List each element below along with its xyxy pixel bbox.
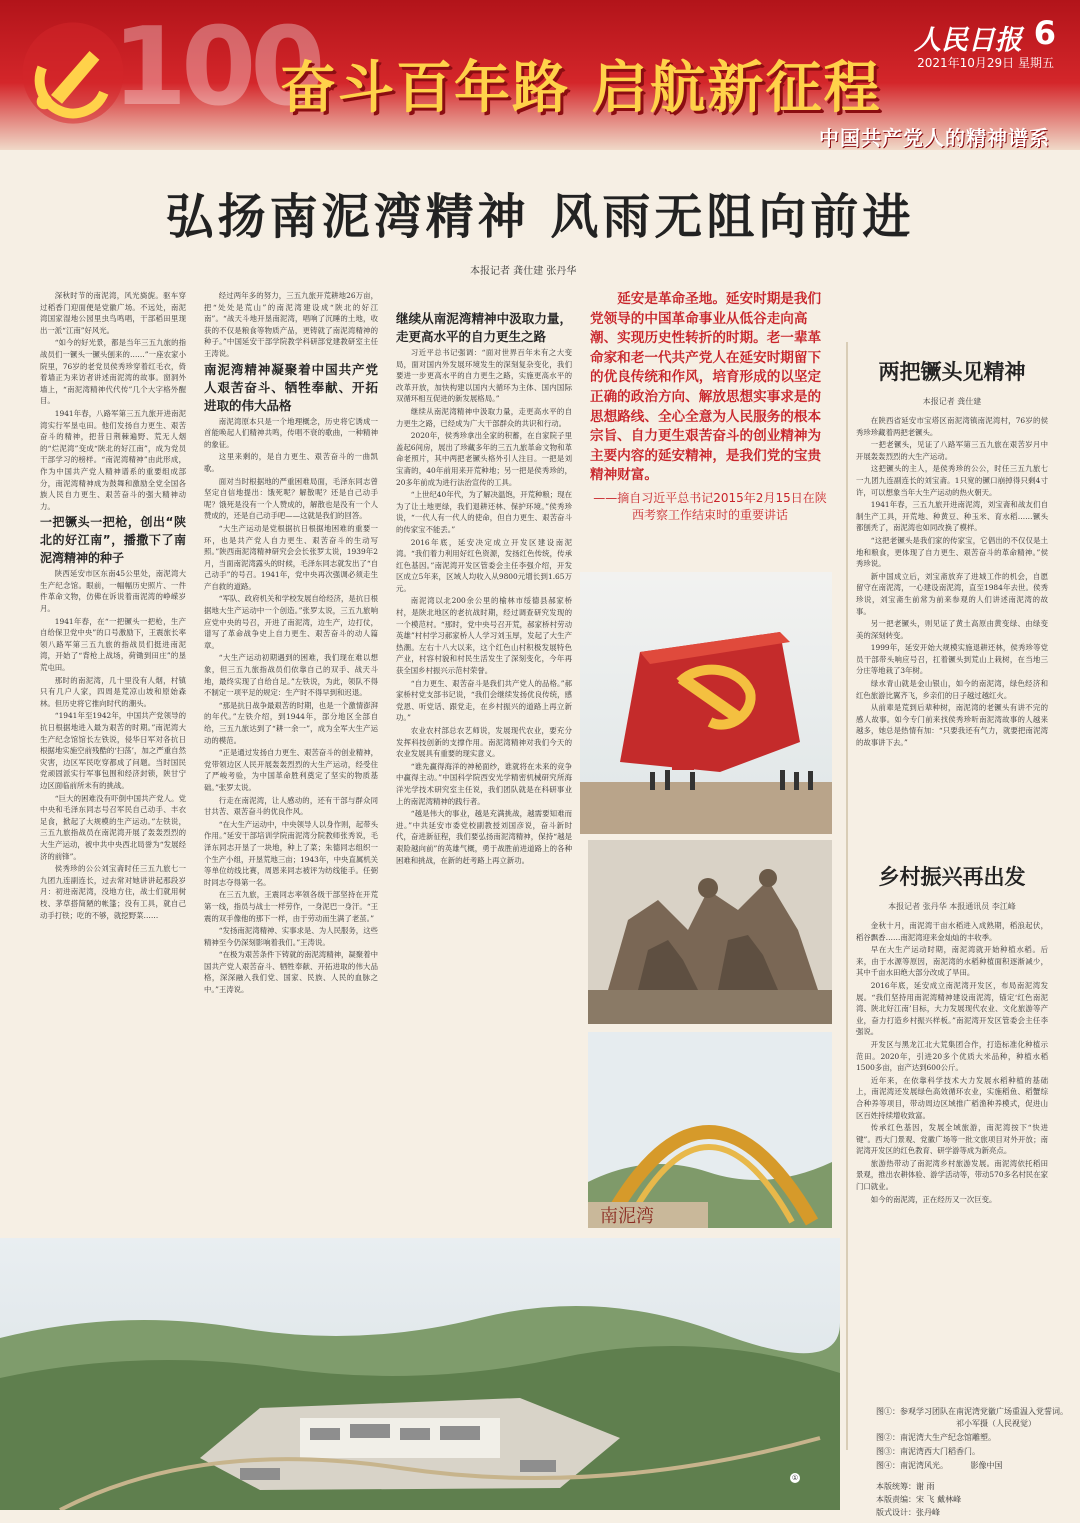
photo-caption-1: 图①：参观学习团队在南泥湾党徽广场重温入党誓词。 祁小军摄（人民视觉） (876, 1407, 1068, 1428)
anniversary-number: 100 (112, 5, 320, 130)
paragraph: 传承红色基因，发展全域旅游，南泥湾按下“快进键”。西大门景观、党徽广场等一批文旅项目对外开放；南泥湾开发区的红色教育、研学游等成为新亮点。 (856, 1123, 1048, 1156)
issue-date: 2021年10月29日 星期五 (917, 56, 1054, 70)
page-title: 弘扬南泥湾精神 风雨无阻向前进 (165, 189, 915, 245)
paragraph: 开发区与黑龙江北大荒集团合作，打造标准化种植示范田。2020年，引进20多个优质大米品种，种植水稻1500多亩，亩产达到600公斤。 (856, 1039, 1048, 1073)
paragraph: 2016年底，延安成立南泥湾开发区，布局南泥湾发展。“我们坚持用南泥湾精神建设南泥湾，锚定‘红色南泥湾、陕北好江南’目标，大力发展现代农业、文化旅游等产业，奋力打造乡村振兴样板。”南泥湾开发区管委会主任李强说。 (856, 980, 1048, 1037)
paragraph: 旅游热带动了南泥湾乡村旅游发展。南泥湾依托稻田景观，推出农耕体验、游学活动等，带动570多名村民在家门口就业。 (856, 1158, 1048, 1192)
photo-sculpture (588, 840, 832, 1024)
section-subhead: 南泥湾精神凝聚着中国共产党人艰苦奋斗、牺牲奉献、开拓进取的伟大品格 (204, 361, 378, 413)
paragraph: 那时的南泥湾，几十里没有人烟，村镇只有几户人家，四周是荒凉山坡和原始森林。但历史将它推向时代的潮头。 (40, 675, 186, 708)
paragraph: 2016年底，延安决定成立开发区建设南泥湾。“我们着力利用好红色资源，发扬红色传统，传承红色基因。”南泥湾开发区管委会主任李强介绍，开发区成立5年来，区域人均收入从9800元增长到1.65万元。 (396, 537, 572, 593)
paragraph: 这把镢头的主人，是侯秀珍的公公，时任三五九旅七一九团九连副连长的刘宝斋。1只宽的镢口崩掉得只剩4寸许，可以想象当年大生产运动的热火朝天。 (856, 464, 1048, 497)
paragraph: 在陕西省延安市宝塔区南泥湾镇南泥湾村，76岁的侯秀珍珍藏着两把老镢头。 (856, 416, 1048, 437)
paragraph: “谁先赢得海洋的神秘面纱，谁就将在未来的竞争中赢得主动。”中国科学院西安光学精密机械研究所海洋光学技术研究室主任说，我们团队就是在科研事业上的南泥湾精神的践行者。 (396, 761, 572, 806)
paragraph: 南泥湾原本只是一个地理概念，历史将它诱成一首能唤起人们精神共鸣，传唱不衰的歌曲，一种精神的象征。 (204, 416, 378, 449)
sidebar-article-1-byline: 本报记者 龚仕建 (922, 397, 982, 406)
paragraph: 陕西延安市区东南45公里处，南泥湾大生产纪念馆。眼前，一幅幅历史照片、一件件革命文物，仿佛在诉说着南泥湾的峥嵘岁月。 (40, 569, 186, 614)
paragraph: “大生产运动是党根据抗日根据地困难的重要一环，也是共产党人自力更生、艰苦奋斗的生动写照。”陕西南泥湾精神研究会会长张罗太说，1939年2月，当面南泥湾露头的时候，毛泽东同志就发出了“自己动手”的号召。1941年，党中央再次强调必须走生产自救的道路。 (204, 523, 378, 591)
newspaper-brand: 人民日报 (914, 25, 1022, 56)
paragraph: “军队、政府机关和学校发展自给经济，是抗日根据地大生产运动中一个创造。”张罗太说，三五九旅响应党中央的号召，开进了南泥湾，边生产，边打仗，谱写了革命战争史上自力更生、艰苦奋斗的动人篇章。 (204, 594, 378, 650)
xi-quote-box (590, 290, 830, 560)
paragraph: 这里来剩的，是自力更生、艰苦奋斗的一曲凯歌。 (204, 452, 378, 473)
paragraph: 面对当时根据地的严重困难局面，毛泽东同志曾坚定自信地提出：饿死呢？解散呢？还是自己动手呢？饿死是没有一个人赞成的，解散也是没有一个人赞成的，还是自己动手吧——这就是我们的回答。 (204, 476, 378, 521)
paragraph: 行走在南泥湾，让人感动的，还有干部与群众同甘共苦、艰苦奋斗的优良作风。 (204, 795, 378, 817)
quote-text: 延安是革命圣地。延安时期是我们党领导的中国革命事业从低谷走向高潮、实现历史性转折的时期。老一辈革命家和老一代共产党人在延安时期留下的优良传统和作风，培育形成的以坚定正确的政治方向、解放思想实事求是的思想路线、全心全意为人民服务的根本宗旨、自力更生艰苦奋斗的创业精神为主要内容的延安精神，是我们党的宝贵精神财富。 (590, 291, 822, 484)
paragraph: 1999年，延安开始大规模实施退耕还林，侯秀珍等党员干部带头响应号召，扛着镢头到荒山上栽树，在当地三分庄等地栽了3年树。 (856, 643, 1048, 676)
paragraph: 1941年春，在“一把镢头一把枪，生产自给保卫党中央”的口号激励下，王震旅长率领八路军第三五九旅的指战员们挺进南泥湾，开始了“背枪上战场，荷锄到田庄”的垦荒屯田。 (40, 616, 186, 673)
paragraph: 南泥湾以北200余公里的榆林市绥德县郝家桥村，是陕北地区的老抗战时期，经过调查研究发现的一个模范村。“那时，党中央号召开荒，郝家桥村劳动英雄”村村学习郝家桥人人学习刘玉厚，发起了大生产热潮。左右十八大以来，这个红色山村积极发展特色产业，村容村貌和村民生活发生了深刻变化，今年再获全国乡村振兴示范村荣誉。 (396, 596, 572, 676)
paragraph: 早在大生产运动时期，南泥湾就开始种植水稻。后来，由于水源等原因，南泥湾的水稻种植面积逐渐减少，其中千亩水田绝大部分改成了旱田。 (856, 945, 1048, 978)
paragraph: 侯秀珍的公公刘宝斋时任三五九旅七一九团九连副连长，过去常对她讲讲起那段岁月：初进南泥湾，没地方住，战士们就用树枝、茅草搭简陋的帐篷；没有工具，就自己动手打铁；吃的不够，就挖野菜…… (40, 864, 186, 920)
series-title: 中国共产党人的精神谱系 (819, 126, 1050, 150)
photo-badge: ① (791, 1474, 799, 1482)
paragraph: “1941年至1942年，中国共产党领导的抗日根据地进入最为艰苦的时期。”南泥湾大生产纪念馆馆长左铁说，侵华日军对各抗日根据地实施空前残酷的‘扫荡’，加之严重自然灾害，边区军民吃穿都成了问题。当时国民党顽固派实行军事包围和经济封锁，陕甘宁边区面临前所未有的挑战。 (40, 711, 186, 790)
article-column-1 (40, 290, 186, 1210)
section-subhead: 继续从南泥湾精神中汲取力量，走更高水平的自力更生之路 (396, 311, 572, 344)
page-number: 6 (1033, 14, 1056, 52)
paragraph: 农业农村部总农艺师说，发展现代农业，要充分发挥科技创新的支撑作用。南泥湾精神对我们今天的农业发展具有重要的现实意义。 (396, 726, 572, 759)
photo-caption-2: 图②：南泥湾大生产纪念馆雕塑。 (876, 1433, 996, 1442)
main-byline: 本报记者 龚仕建 张丹华 (470, 266, 577, 277)
paragraph: 深秋时节的南泥湾，风光旖旎。驱车穿过稻香门迎面便是党徽广场。不远处，南泥湾国家湿地公园里虫鸟鸣唱，干部稻田里现出一派“江南”好风光。 (40, 291, 186, 335)
arch-image (588, 1032, 832, 1228)
paragraph: “如今的好光景，都是当年三五九旅的指战员们一镢头一镢头刨来的……”一座农家小院里，76岁的老党员侯秀珍穿着红毛衣，倚着墙正为来访者讲述南泥湾的故事。窗洞外墙上，“南泥湾精神代代传”几个大字格外醒目。 (40, 338, 186, 406)
article-column-3 (396, 310, 572, 1210)
sidebar-article-2-body (856, 920, 1048, 1360)
photo-caption-4: 图④：南泥湾风光。 影像中国 (876, 1461, 1003, 1470)
paragraph: 1941年春，三五九旅开进南泥湾，刘宝斋和战友们自制生产工具，开荒地、种黄豆、种玉米、育水稻……镢头都刨秃了，南泥湾也如同改换了模样。 (856, 500, 1048, 533)
paragraph: 金秋十月，南泥湾干亩水稻进入成熟期，稻浪起伏，稻谷飘香……南泥湾迎来金灿灿的丰收季。 (856, 921, 1048, 942)
photo-caption-3: 图③：南泥湾西大门稻香门。 (876, 1447, 980, 1456)
paragraph: 新中国成立后，刘宝斋放弃了进城工作的机会，自愿留守在南泥湾，一心建设南泥湾，直至1984年去世。侯秀珍说，刘宝斋生前常为前来参观的人们讲述南泥湾的故事。 (856, 571, 1048, 616)
paragraph: “那是抗日战争最艰苦的时期，也是一个激情澎湃的年代。”左铁介绍，到1944年，部分地区全部自给，三五九旅达到了“耕一余一”，成为全军大生产运动的模范。 (204, 700, 378, 745)
photo-arch-gate (588, 1032, 832, 1228)
sculpture-image (588, 840, 832, 1024)
paragraph: 在三五九旅，王震同志率领各级干部坚持在开荒第一线，指员与战士一样劳作，一身泥巴一身汗。“王震的双手像他的那下一样，由于劳动而生满了老茧。” (204, 890, 378, 923)
quote-source: ——摘自习近平总书记2015年2月15日在陕西考察工作结束时的重要讲话 (593, 490, 827, 522)
paragraph: 如今的南泥湾，正在经历又一次巨变。 (870, 1194, 997, 1204)
paragraph: “正是通过发扬自力更生、艰苦奋斗的创业精神，党带领边区人民开展轰轰烈烈的大生产运动，经受住了严峻考验，为中国革命胜利奠定了坚实的物质基础。”张罗太说。 (204, 748, 378, 792)
landscape-image (0, 1238, 840, 1510)
paragraph: “越是伟大的事业，越是充满挑战，越需要知难而进。”中共延安市委党校副教授刘国彦说，奋斗新时代，奋进新征程，我们要弘扬南泥湾精神，保持“越是艰险越向前”的英雄气概，勇于战胜前进道路上的各种困难和挑战，在新的赶考路上再立新功。 (396, 809, 572, 865)
photo-monument (580, 572, 832, 834)
paragraph: “这把老镢头是我们家的传家宝，它倡出的不仅仅是土地和粮食，更体现了自力更生、艰苦奋斗的革命精神。”侯秀珍说。 (856, 535, 1048, 569)
article-column-2 (204, 290, 378, 1210)
sidebar-article-1-body (856, 415, 1048, 835)
paragraph: “大生产运动初期遇到的困难，我们现在难以想象，但三五九旅指战员们依靠自己的双手、战天斗地，最终实现了自给自足。”左铁说，为此，领队不得不制定一项平足的规定：生产时不得早到和迟退。 (204, 653, 378, 698)
paragraph: 经过两年多的努力，三五九旅开荒耕地26万亩，把“处处是荒山”的南泥湾建设成“陕北的好江南”。“战天斗地开垦南泥湾，唱响了沉睡的土地，收获的不仅是粮食等物质产品，更铸就了南泥湾精神的种子。”中国延安干部学院教学科研部党建教研室主任王涛说。 (204, 291, 378, 358)
sidebar-article-1-title: 两把镢头见精神 (878, 360, 1026, 384)
paragraph: 近年来，在依靠科学技术大力发展水稻种植的基础上，南泥湾还发展绿色高效循环农业，实施稻鱼、稻蟹综合种养等项目，带动周边区域推广稻渔种养模式，促进山区百姓持续增收致富。 (856, 1075, 1048, 1120)
paragraph: 2020年，侯秀珍拿出全家的积蓄，在自家院子里盖起6间房，展出了珍藏多年的三五九旅革命文物和革命老照片，其中两把老镢头格外引人注目。一把是刘宝斋的，40年前用来开荒种地；另一把是侯秀珍的，20多年前成为进行法治宣传的工具。 (396, 431, 572, 487)
section-subhead: 一把镢头一把枪，创出“陕北的好江南”，播撒下了南泥湾精神的种子 (40, 515, 186, 566)
paragraph: 一把老镢头，见证了八路军第三五九旅在艰苦岁月中开展轰轰烈烈的大生产运动。 (856, 440, 1048, 461)
banner-slogan: 奋斗百年路 启航新征程 (280, 56, 882, 121)
paragraph: “发扬南泥湾精神、实事求是、为人民服务，这些精神至今仍深刻影响着我们。”王涛说。 (204, 926, 378, 947)
paragraph: “自力更生、艰苦奋斗是我们共产党人的品格。”郝家桥村党支部书记说，“我们会继续发扬优良传统，感党恩、听党话、跟党走，在乡村振兴的道路上再立新功。” (396, 678, 572, 723)
sidebar-article-2-byline: 本报记者 张丹华 本报通讯员 李江峰 (888, 902, 1016, 911)
monument-image (580, 572, 832, 834)
photo-landscape (0, 1238, 840, 1510)
paragraph: “上世纪40年代，为了解决温饱，开荒种粮；现在为了让土地更绿，我们退耕还林、保护环境。”侯秀珍说，“一代人有一代人的使命，但自力更生、艰苦奋斗的传家宝不能丢。” (396, 490, 572, 534)
paragraph: “巨大的困难没有吓倒中国共产党人。党中央和毛泽东同志号召军民自己动手、丰衣足食，掀起了大规模的生产运动。”左铁说，三五九旅指战员在南泥湾开展了轰轰烈烈的大生产运动，被中共中央西北局誉为“发展经济的前锋”。 (40, 793, 186, 861)
paragraph: 习近平总书记强调：“面对世界百年未有之大变局，面对国内外发展环境发生的深刻复杂变化，我们要进一步更高水平的自力更生之路，实施更高水平的改革开放，加快构建以国内大循环为主体、国内国际双循环相互促进的新发展格局。” (396, 348, 572, 404)
sidebar-articles (846, 342, 1048, 1450)
arch-label: 南泥湾 (600, 1206, 654, 1227)
paragraph: “在极为艰苦条件下铸就的南泥湾精神，凝聚着中国共产党人艰苦奋斗、牺牲奉献、开拓进取的伟大品格，深深融入我们党、国家、民族、人民的血脉之中。”王涛说。 (204, 950, 378, 995)
paragraph: 绿水青山就是金山银山，如今的南泥湾，绿色经济和红色旅游比翼齐飞，乡亲们的日子越过越红火。 (856, 679, 1048, 700)
paragraph: 继续从南泥湾精神中汲取力量，走更高水平的自力更生之路，已经成为广大干部群众的共识和行动。 (396, 406, 572, 428)
paragraph: 另一把老镢头，则见证了黄土高原由黄变绿、由绿变美的深刻转变。 (856, 619, 1048, 640)
paragraph: “在大生产运动中，中央领导人以身作则，起带头作用。”延安干部培训学院南泥湾分院教师张秀说，毛泽东同志开垦了一块地，种上了菜；朱德同志组织一个生产小组，开垦荒地三亩；1943年，中央直属机关等单位纺线比赛，周恩来同志被评为纺线能手。任弼时同志夺得第一名。 (204, 819, 378, 887)
paragraph: 1941年春，八路军第三五九旅开进南泥湾实行军垦屯田。他们发扬自力更生、艰苦奋斗的精神，把昔日荆棘遍野、荒无人烟的“烂泥湾”变成“陕北的好江南”，成为党员干部学习的榜样。“南泥湾精神”由此形成，作为中国共产党人精神谱系的重要组成部分，南泥湾精神成为鼓舞和激励全党全国各族人民自力更生、艰苦奋斗的强大精神动力。 (40, 408, 186, 511)
editor-credits: 本版统筹：谢 雨 本版责编：宋 飞 戴林峰 版式设计：张丹峰 (876, 1482, 962, 1517)
sidebar-article-2-title: 乡村振兴再出发 (878, 865, 1026, 889)
masthead (0, 0, 1080, 150)
paragraph: 从前辈是荒到后辈种树，南泥湾的老镢头有讲不完的感人故事。如今专门前来找侯秀珍听南泥湾故事的人越来越多，她总是热情有加：“只要我还有气力，就要把南泥湾的故事讲下去。” (856, 703, 1048, 748)
